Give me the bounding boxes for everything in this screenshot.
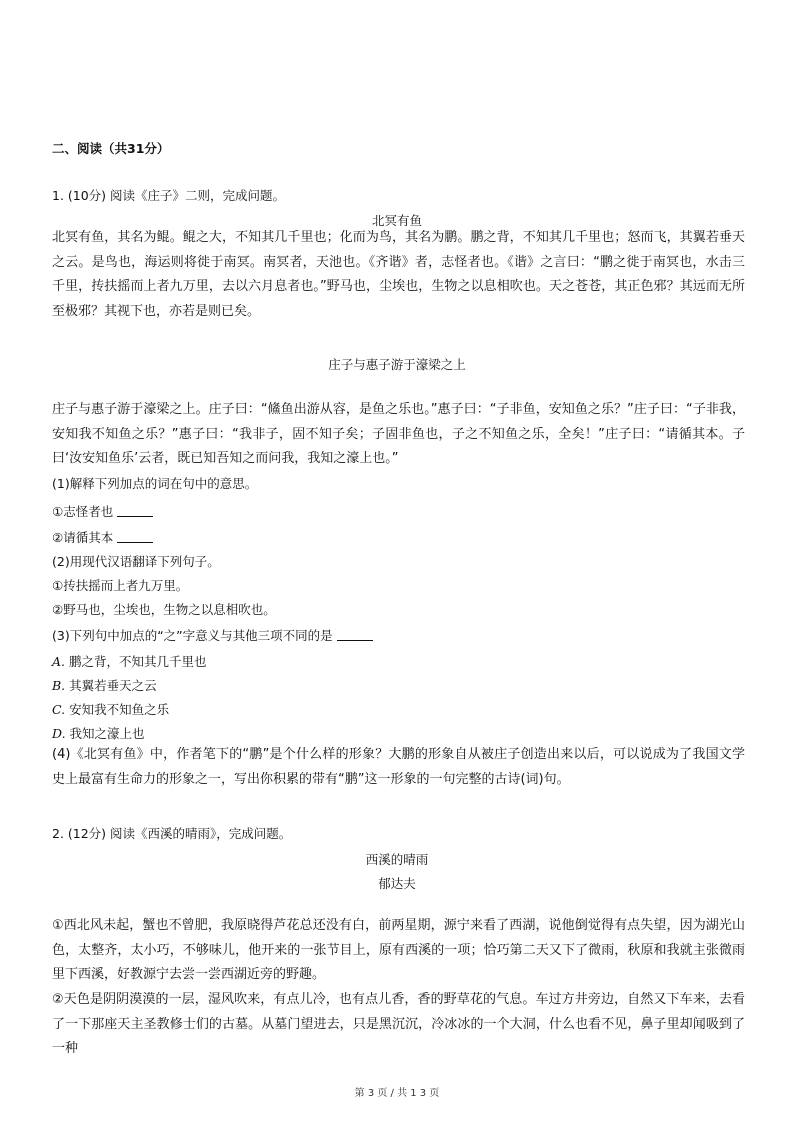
subquestion-1: (1)解释下列加点的词在句中的意思。 [52,476,258,491]
option-letter: C. [52,702,66,717]
passage-2-text: 庄子与惠子游于濠梁之上。庄子曰：“鯈鱼出游从容，是鱼之乐也。”惠子曰：“子非鱼，安知鱼之乐？”庄子曰：“子非我，安知我不知鱼之乐？”惠子曰：“我非子，固不知子矣；子固非鱼也，子之不知鱼之乐，全矣！”庄子曰：“请循其本。子曰‘汝安知鱼乐’云者，既已知吾知之而问我，我知之濠上也。” [52,402,745,466]
subquestion-2-item-b: ②野马也，尘埃也，生物之以息相吹也。 [52,602,276,617]
option-c[interactable] [52,700,169,718]
subquestion-2-item-a: ①抟扶摇而上者九万里。 [52,578,189,593]
option-text: 其翼若垂天之云 [69,678,157,693]
option-letter: B. [52,678,66,693]
page-footer: 第 3 页 / 共 1 3 页 [354,1088,440,1099]
subquestion-1-item-a-text: ①志怪者也 [52,504,114,519]
passage-1-text: 北冥有鱼，其名为鲲。鲲之大，不知其几千里也；化而为鸟，其名为鹏。鹏之背，不知其几千里也；怒而飞，其翼若垂天之云。是鸟也，海运则将徙于南冥。南冥者，天池也。《齐谐》者，志怪者也。《谐》之言曰：“鹏之徙于南冥也，水击三千里，抟扶摇而上者九万里，去以六月息者也。”野马也，尘埃也，生物之以息相吹也。天之苍苍，其正色邪？其远而无所至极邪？其视下也，亦若是则已矣。 [52,230,745,319]
question-2-heading: 2. (12分) 阅读《西溪的晴雨》，完成问题。 [52,826,292,841]
passage-2-title: 庄子与惠子游于濠梁之上 [328,357,466,372]
passage-3-paragraph-2: ②天色是阴阴漠漠的一层，湿风吹来，有点儿冷，也有点儿香，香的野草花的气息。车过方井旁边，自然又下车来，去看了一下那座天主圣教修士们的古墓。从墓门望进去，只是黑沉沉，冷冰冰的一个大洞，什么也看不见，鼻子里却闻吸到了一种 [52,992,745,1056]
option-a[interactable] [52,652,207,670]
option-b[interactable] [52,676,157,694]
answer-blank[interactable] [337,629,373,641]
subquestion-1-item-b-text: ②请循其本 [52,530,114,545]
option-text: 鹏之背，不知其几千里也 [69,654,207,669]
section-title: 二、阅读（共31分） [52,141,170,156]
option-text: 我知之濠上也 [69,726,145,741]
subquestion-1-item-b [52,528,153,546]
subquestion-4: (4)《北冥有鱼》中，作者笔下的“鹏”是个什么样的形象？大鹏的形象自从被庄子创造出来以后，可以说成为了我国文学史上最富有生命力的形象之一，写出你积累的带有“鹏”这一形象的一句完整的古诗(词)句。 [52,747,745,787]
option-letter: D. [52,726,66,741]
passage-1-title: 北冥有鱼 [371,213,422,228]
passage-3-author: 郁达夫 [378,876,416,891]
passage-3-title: 西溪的晴雨 [365,852,429,867]
subquestion-3 [52,626,373,644]
option-text: 安知我不知鱼之乐 [69,702,170,717]
subquestion-2: (2)用现代汉语翻译下列句子。 [52,554,220,569]
subquestion-3-text: (3)下列句中加点的“之”字意义与其他三项不同的是 [52,628,333,643]
answer-blank[interactable] [117,531,153,543]
option-letter: A. [52,654,66,669]
passage-3-paragraph-1: ①西北风未起，蟹也不曾肥，我原晓得芦花总还没有白，前两星期，源宁来看了西湖，说他倒觉得有点失望，因为湖光山色，太整齐，太小巧，不够味儿，他开来的一张节目上，原有西溪的一项；恰巧第二天又下了微雨，秋原和我就主张微雨里下西溪，好教源宁去尝一尝西湖近旁的野趣。 [52,918,745,982]
question-1-heading: 1. (10分) 阅读《庄子》二则，完成问题。 [52,188,286,203]
subquestion-1-item-a [52,502,153,520]
option-d[interactable] [52,724,145,742]
answer-blank[interactable] [117,505,153,517]
